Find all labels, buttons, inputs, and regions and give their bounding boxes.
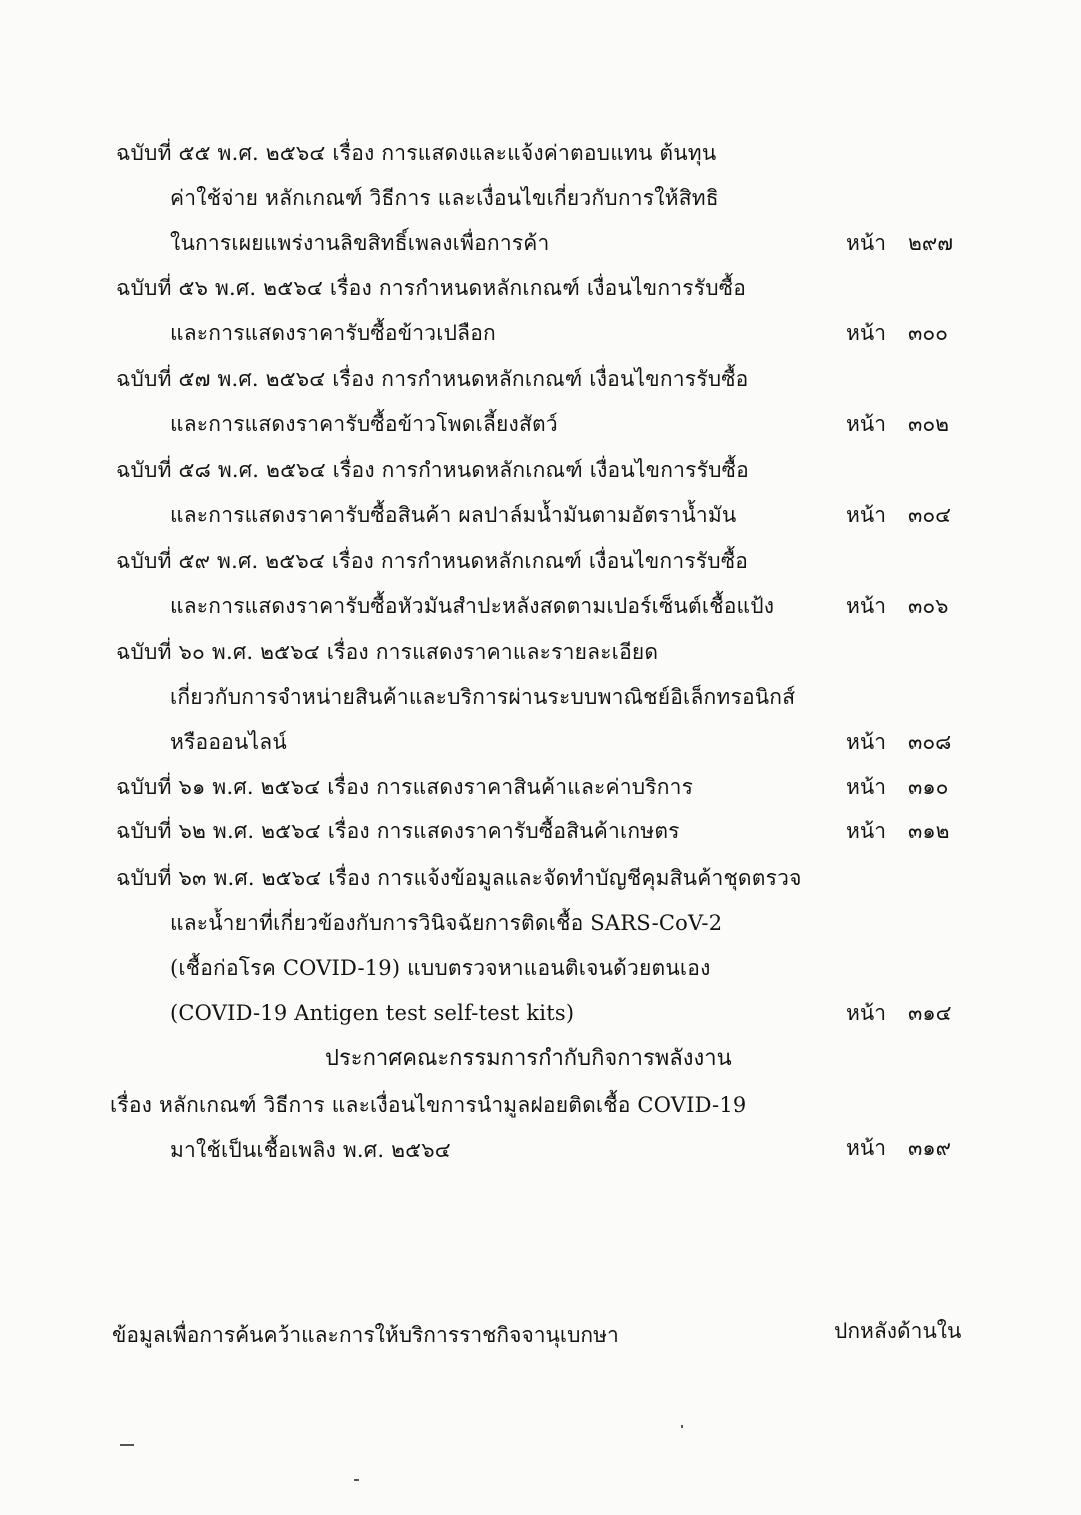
entry-62-page-ref bbox=[846, 816, 950, 846]
entry-61-page-ref bbox=[846, 772, 949, 802]
entry-59-page-ref bbox=[846, 591, 949, 621]
page-label: หน้า bbox=[846, 594, 886, 618]
footer-right-text: ปกหลังด้านใน bbox=[834, 1319, 962, 1343]
entry-55-line-2: ค่าใช้จ่าย หลักเกณฑ์ วิธีการ และเงื่อนไขเกี่ยวกับการให้สิทธิ bbox=[170, 186, 719, 210]
page-number: ๒๙๗ bbox=[908, 231, 954, 255]
page-number: ๓๑๔ bbox=[908, 1001, 952, 1025]
page-number: ๓๐๖ bbox=[908, 594, 949, 618]
entry-63-line-3: (เชื้อก่อโรค COVID-19) แบบตรวจหาแอนติเจนด้วยตนเอง bbox=[170, 956, 711, 980]
entry-55-line-3: ในการเผยแพร่งานลิขสิทธิ์เพลงเพื่อการค้า bbox=[170, 231, 550, 255]
entry-60-page-ref bbox=[846, 727, 951, 757]
entry-60-line-3: หรือออนไลน์ bbox=[170, 730, 287, 754]
scan-speck bbox=[681, 1425, 683, 1428]
entry-63-line-2: และน้ำยาที่เกี่ยวข้องกับการวินิจฉัยการติดเชื้อ SARS-CoV-2 bbox=[170, 911, 723, 935]
footer-left-text: ข้อมูลเพื่อการค้นคว้าและการให้บริการราชกิจจานุเบกษา bbox=[112, 1323, 619, 1347]
entry-58-line-1: ฉบับที่ ๕๘ พ.ศ. ๒๕๖๔ เรื่อง การกำหนดหลักเกณฑ์ เงื่อนไขการรับซื้อ bbox=[116, 458, 749, 482]
entry-55-page-ref bbox=[846, 228, 953, 258]
page-label: หน้า bbox=[846, 412, 886, 436]
page-number: ๓๐๘ bbox=[908, 730, 952, 754]
page-number: ๓๐๔ bbox=[908, 503, 952, 527]
section-entry-line-1: เรื่อง หลักเกณฑ์ วิธีการ และเงื่อนไขการนำมูลฝอยติดเชื้อ COVID-19 bbox=[110, 1093, 747, 1117]
entry-61-line-1: ฉบับที่ ๖๑ พ.ศ. ๒๕๖๔ เรื่อง การแสดงราคาสินค้าและค่าบริการ bbox=[116, 775, 694, 799]
page-number: ๓๑๐ bbox=[908, 775, 949, 799]
entry-57-line-2: และการแสดงราคารับซื้อข้าวโพดเลี้ยงสัตว์ bbox=[170, 412, 558, 436]
entry-63-page-ref bbox=[846, 998, 952, 1028]
page-number: ๓๐๒ bbox=[908, 412, 950, 436]
entry-56-line-1: ฉบับที่ ๕๖ พ.ศ. ๒๕๖๔ เรื่อง การกำหนดหลักเกณฑ์ เงื่อนไขการรับซื้อ bbox=[116, 276, 747, 300]
page-label: หน้า bbox=[846, 503, 886, 527]
page-number: ๓๑๙ bbox=[908, 1136, 952, 1160]
page-label: หน้า bbox=[846, 1136, 886, 1160]
page-label: หน้า bbox=[846, 231, 886, 255]
entry-55-line-1: ฉบับที่ ๕๕ พ.ศ. ๒๕๖๔ เรื่อง การแสดงและแจ้งค่าตอบแทน ต้นทุน bbox=[116, 141, 717, 165]
page-number: ๓๐๐ bbox=[908, 321, 948, 345]
scan-speck bbox=[354, 1479, 359, 1481]
entry-60-line-2: เกี่ยวกับการจำหน่ายสินค้าและบริการผ่านระบบพาณิชย์อิเล็กทรอนิกส์ bbox=[170, 685, 796, 709]
page-label: หน้า bbox=[846, 321, 886, 345]
entry-56-page-ref bbox=[846, 318, 948, 348]
scan-speck bbox=[120, 1444, 134, 1446]
entry-63-line-4: (COVID-19 Antigen test self-test kits) bbox=[170, 1001, 575, 1025]
page-label: หน้า bbox=[846, 819, 886, 843]
entry-57-page-ref bbox=[846, 409, 949, 439]
entry-58-page-ref bbox=[846, 500, 951, 530]
entry-62-line-1: ฉบับที่ ๖๒ พ.ศ. ๒๕๖๔ เรื่อง การแสดงราคารับซื้อสินค้าเกษตร bbox=[116, 819, 680, 843]
page-label: หน้า bbox=[846, 730, 886, 754]
section-heading: ประกาศคณะกรรมการกำกับกิจการพลังงาน bbox=[325, 1046, 732, 1071]
entry-63-line-1: ฉบับที่ ๖๓ พ.ศ. ๒๕๖๔ เรื่อง การแจ้งข้อมูลและจัดทำบัญชีคุมสินค้าชุดตรวจ bbox=[116, 866, 802, 890]
entry-56-line-2: และการแสดงราคารับซื้อข้าวเปลือก bbox=[170, 321, 496, 345]
page-label: หน้า bbox=[846, 775, 886, 799]
section-entry-page-ref bbox=[846, 1133, 951, 1163]
entry-60-line-1: ฉบับที่ ๖๐ พ.ศ. ๒๕๖๔ เรื่อง การแสดงราคาและรายละเอียด bbox=[116, 640, 659, 664]
entry-58-line-2: และการแสดงราคารับซื้อสินค้า ผลปาล์มน้ำมันตามอัตราน้ำมัน bbox=[170, 503, 737, 527]
page-number: ๓๑๒ bbox=[908, 819, 950, 843]
section-entry-line-2: มาใช้เป็นเชื้อเพลิง พ.ศ. ๒๕๖๔ bbox=[170, 1138, 451, 1162]
entry-59-line-1: ฉบับที่ ๕๙ พ.ศ. ๒๕๖๔ เรื่อง การกำหนดหลักเกณฑ์ เงื่อนไขการรับซื้อ bbox=[116, 549, 749, 573]
page-label: หน้า bbox=[846, 1001, 886, 1025]
entry-57-line-1: ฉบับที่ ๕๗ พ.ศ. ๒๕๖๔ เรื่อง การกำหนดหลักเกณฑ์ เงื่อนไขการรับซื้อ bbox=[116, 367, 749, 391]
entry-59-line-2: และการแสดงราคารับซื้อหัวมันสำปะหลังสดตามเปอร์เซ็นต์เชื้อแป้ง bbox=[170, 594, 775, 618]
